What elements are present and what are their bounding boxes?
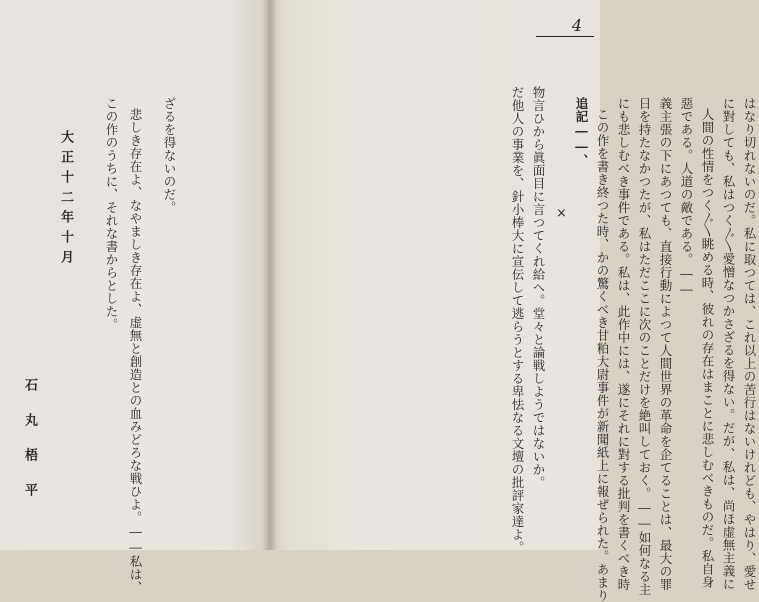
header-rule — [536, 36, 594, 37]
text-line: 人間の性情をつく〴〵眺める時、彼れの存在はまことに悲しむべきものだ。私自身 — [700, 108, 715, 589]
postscript-heading: 追記――、 — [574, 97, 589, 167]
text-line: 悲しき存在よ、なやましき存在よ、虚無と創造との血みどろな戦ひよ。――私は、 — [128, 108, 143, 594]
text-line: 義主張の下にあつても、直接行動によつて人間世界の革命を企てることは、最大の罪 — [658, 97, 673, 591]
page-number: 4 — [571, 16, 582, 35]
left-page — [0, 0, 268, 594]
date-line: 大正十二年十月 — [58, 130, 73, 270]
text-line: にも悲しむべき事件である。私は、此作中には、遂にそれに對する批判を書くべき時 — [616, 97, 631, 591]
separator-mark: × — [554, 206, 569, 222]
right-page — [272, 0, 757, 602]
text-line: 物言ひから眞面目に言つてくれ給へ。堂々と論戦しようではないか。 — [531, 86, 546, 489]
text-line: この作のうちに、それな書からとした。 — [104, 97, 119, 331]
text-line: 日を持たなかつたが、私はただここに次のことだけを絶叫しておく。――如何なる主 — [637, 97, 652, 596]
text-line: 惡である。人道の敵である。―― — [679, 97, 694, 297]
text-line: この作を書き終つた時、かの驚くべき甘粕大尉事件が新聞紙上に報ぜられた。あまり — [595, 108, 610, 602]
text-line: はなり切れないのだ。私に取つては、これ以上の苦行はないけれども、やはり、愛せ — [742, 97, 757, 591]
text-line: ざるを得ないのだ。 — [162, 97, 177, 214]
author-name: 石丸梧平 — [22, 378, 37, 518]
text-line: に對しても、私はつく〴〵愛憎なつかさざるを得ない。だが、私は、尚ほ虚無主義に — [721, 97, 736, 591]
text-line: だ他人の事業を、針小棒大に宣伝して逃らうとする卑怯なる文壇の批評家達よ。 — [510, 86, 525, 554]
